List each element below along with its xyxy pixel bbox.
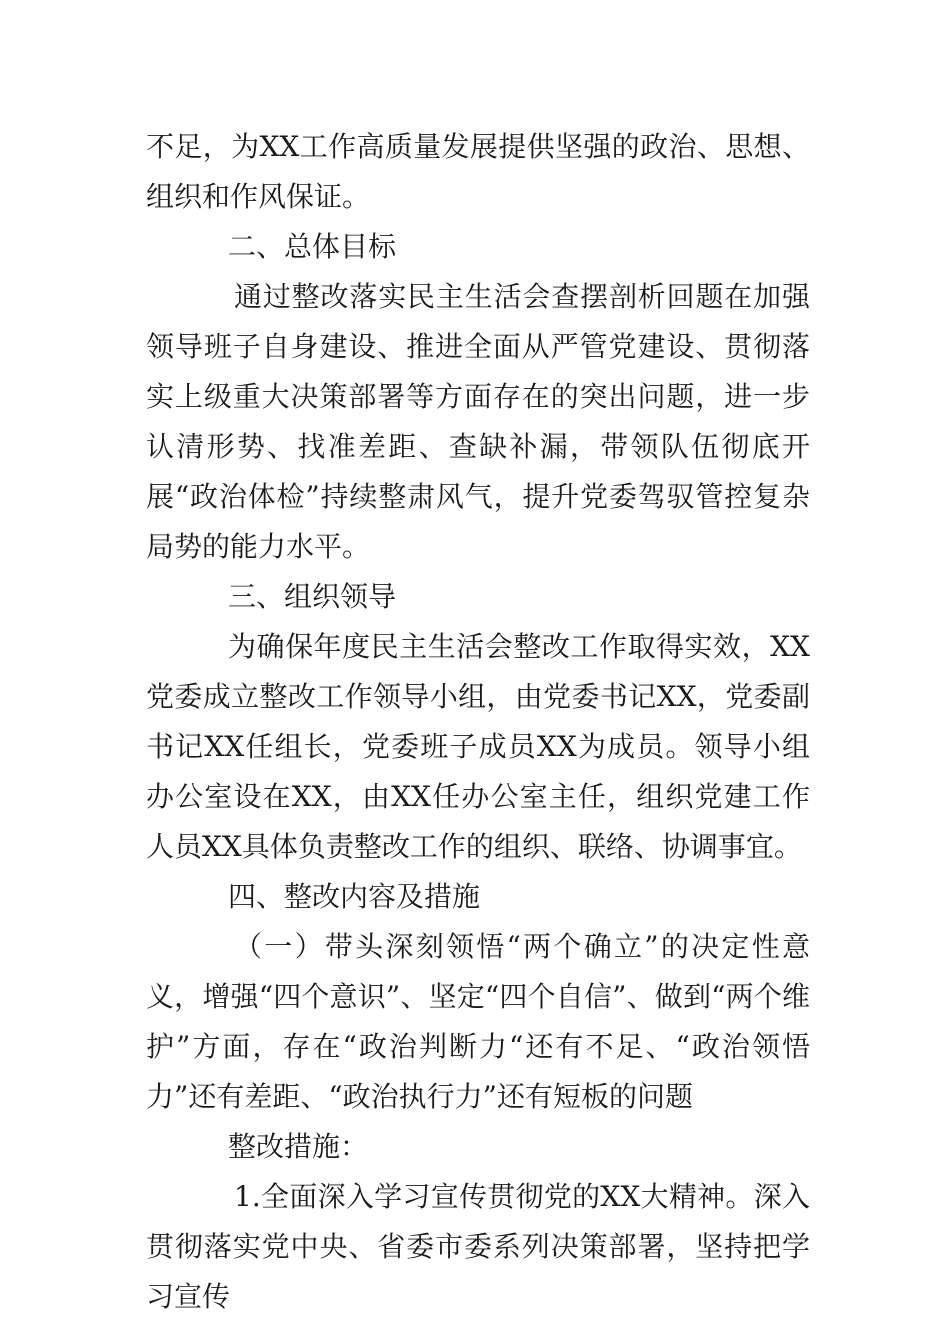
paragraph-item-one: （一）带头深刻领悟“两个确立”的决定性意义，增强“四个意识”、坚定“四个自信”、做到“两个维护”方面，存在“政治判断力“还有不足、“政治领悟力”还有差距、“政治执行力”还有短板的问题 bbox=[146, 930, 810, 1113]
paragraph-overall-goal: 通过整改落实民主生活会查摆剖析回题在加强领导班子自身建设、推进全面从严管党建设、贯彻落实上级重大决策部署等方面存在的突出问题，进一步认清形势、找准差距、查缺补漏，带领队伍彻底开展“政治体检”持续整肃风气，提升党委驾驭管控复杂局势的能力水平。 bbox=[146, 280, 810, 563]
section-heading-organization: 三、组织领导 bbox=[228, 580, 397, 613]
document-body bbox=[146, 122, 810, 1322]
paragraph-continuation: 不足，为XX工作高质量发展提供坚强的政治、思想、组织和作风保证。 bbox=[146, 130, 810, 213]
paragraph-measure-one: 1.全面深入学习宣传贯彻党的XX大精神。深入贯彻落实党中央、省委市委系列决策部署，坚持把学习宣传 bbox=[146, 1180, 810, 1313]
section-heading-overall-goal: 二、总体目标 bbox=[228, 230, 397, 263]
section-heading-rectification: 四、整改内容及措施 bbox=[228, 880, 481, 913]
paragraph-organization: 为确保年度民主生活会整改工作取得实效，XX党委成立整改工作领导小组，由党委书记XX，党委副书记XX任组长，党委班子成员XX为成员。领导小组办公室设在XX，由XX任办公室主任，组织党建工作人员XX具体负责整改工作的组织、联络、协调事宜。 bbox=[146, 630, 810, 863]
paragraph-measures-label: 整改措施： bbox=[228, 1130, 369, 1163]
